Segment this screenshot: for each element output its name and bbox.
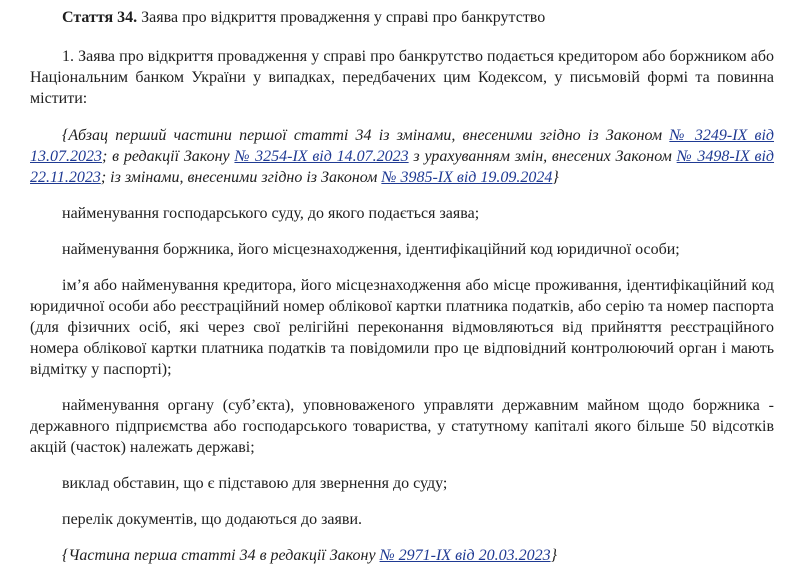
requirement-item-debtor: найменування боржника, його місцезнаходження, ідентифікаційний код юридичної особи; [62,241,680,258]
requirement-item-circumstances: виклад обставин, що є підставою для звернення до суду; [62,475,448,492]
law-link-3498-ix[interactable]: № 3498-IX від 22.11.2023 [30,148,775,186]
law-link-2971-ix[interactable]: № 2971-IX від 20.03.2023 [379,547,551,564]
article-number: Стаття 34. [62,9,138,26]
law-link-3254-ix[interactable]: № 3254-IX від 14.07.2023 [234,148,409,165]
law-link-3249-ix[interactable]: № 3249-IX від 13.07.2023 [30,127,775,165]
requirement-item-creditor: ім’я або найменування кредитора, його місцезнаходження або місце проживання, ідентифікаційний код юридичної особи або реєстраційний номер облікової картки платника податків, або серію та номер паспорта (для фізичних осіб, які через свої релігійні переконання відмовляються від прийняття реєстраційного номера облікової картки платника податків та повідомили про це відповідний контролюючий орган і мають відмітку у паспорті); [30,277,774,378]
requirement-item-documents: перелік документів, що додаються до заяви. [62,511,362,528]
requirement-item-state-body: найменування органу (суб’єкта), уповноваженого управляти державним майном щодо боржника - державного підприємства або господарського товариства, у статутному капіталі якого більше 50 відсотків акцій (часток) належать державі; [30,397,774,456]
law-link-3985-ix[interactable]: № 3985-IX від 19.09.2024 [381,169,553,186]
requirement-item-court: найменування господарського суду, до якого подається заява; [62,205,480,222]
paragraph-1: 1. Заява про відкриття провадження у справі про банкрутство подається кредитором або боржником або Національним банком України у випадках, передбачених цим Кодексом, у письмовій формі та повинна містити: [30,48,774,107]
amendment-note-1: {Абзац перший частини першої статті 34 із змінами, внесеними згідно із Законом № 3249-IX від 13.07.2023; в редакції Закону № 3254-IX від 14.07.2023 з урахуванням змін, внесених Законом № 3498-IX від 22.11.2023; із змінами, внесеними згідно із Законом № 3985-IX від 19.09.2024} [30,127,775,186]
article-title: Заява про відкриття провадження у справі про банкрутство [137,9,546,26]
amendment-note-2: {Частина перша статті 34 в редакції Закону № 2971-IX від 20.03.2023} [62,547,557,564]
article-heading [30,7,774,28]
